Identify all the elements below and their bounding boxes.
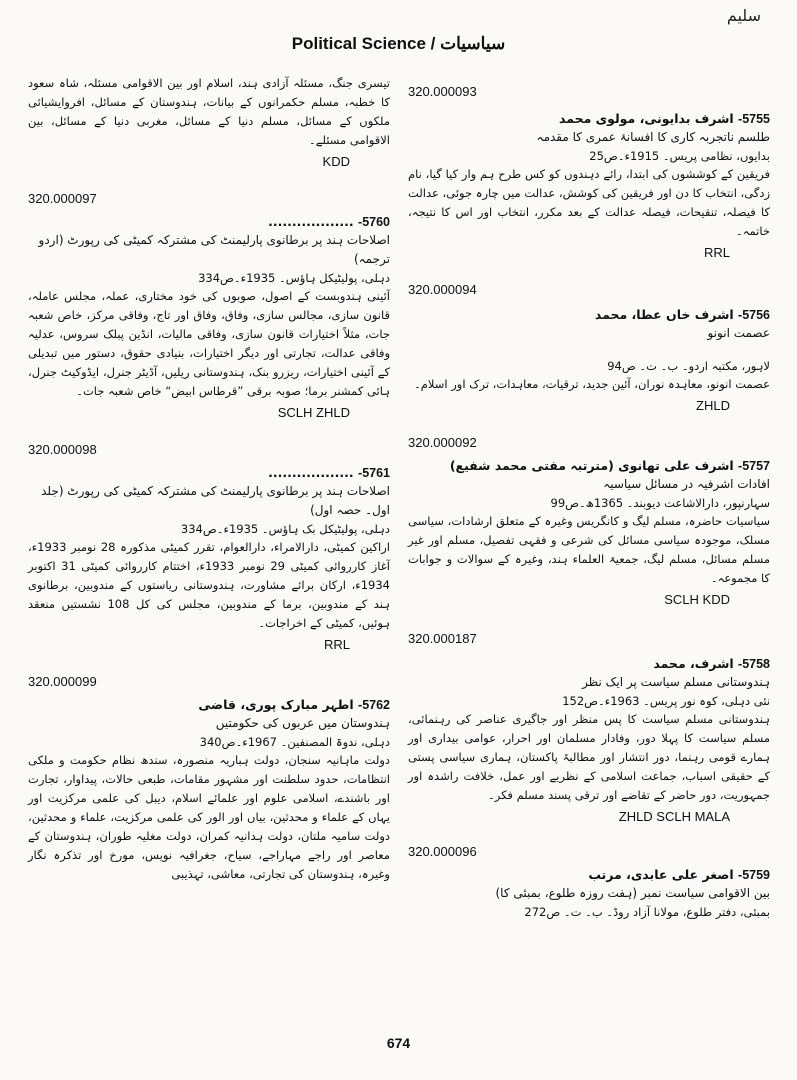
call-number: 320.000094	[408, 282, 477, 297]
entry-library-codes: ZHLD	[696, 398, 730, 413]
entry-number: 5760-	[358, 215, 390, 229]
entry-title: اصلاحات ہند پر برطانوی پارلیمنٹ کی مشترکہ کمیٹی کی رپورٹ (جلد اول۔ حصہ اول)	[41, 484, 390, 517]
entry-description: دولت ماہانیہ سنجان، دولت ہباریہ منصورہ، سندھ نظام حکومت و ملکی انتظامات، حدود سلطنت اور مشہور مقامات، طبعی حالات، پیداوار، تجارت اور باشندے، اسلامی علوم اور علمائے اسلام، دیبل کی علمی مرکزیت اور یہاں کے علماء و محدثین، بیاں اور الور کی علمی مرکزیت، علماء و محدثین، دولت سامیہ ملتان، دولت ہدانیہ کمران، دولت مغلیہ طوران، ہندوستان کے معاصر اور راجے مہاراجے، سیاح، جغرافیہ نویس، مورخ اور تذکرہ نگار وغیرہ، ہندوستان کی تجارتی، معاشی، تہذیبی	[28, 753, 390, 881]
entry-description: تیسری جنگ، مسئلہ آزادی ہند، اسلام اور بین الاقوامی مسئلہ، شاہ سعود کا خطبہ، مسلم حکمرانوں کے بیانات، ہندوستان کے مسائل، افروایشیائی ملکوں کے مسائل، مسلم دنیا کے مسائل، مغربی دنیا کے مسائل، بین الاقوامی مسئلے۔	[28, 76, 390, 147]
entry-description: آئینی ہندوبست کے اصول، صوبوں کی خود مختاری، عملہ، مجلس عاملہ، قانون سازی، مجالس سازی، وفاق، وفاق اور تاج، وفاقی مرکز، خاص شعبہ جات، مثلاً اختیارات قانون سازی، وفاقی مالیات، انڈین پبلک سروس، عدلیہ وفاقی عدالت، تجارتی اور دیگر اختیارات، بنیادی حقوق، دستور میں تبدیلی کے آئینی اختیارات، ریزرو بنک، ہندوستانی ریلیں، آڈیٹر جنرل، ایڈوکیٹ جنرل، ہائی کمشنر برما؛ صوبہ برقی ”قرطاس ابیض“ خاص شعبہ جات۔	[28, 289, 390, 398]
page-number: 674	[386, 1035, 411, 1051]
call-number: 320.000092	[408, 435, 477, 450]
left-column	[28, 74, 390, 884]
entry-heading	[408, 111, 770, 126]
entry-number: 5761-	[358, 466, 390, 480]
call-number: 320.000187	[408, 631, 477, 646]
entry-imprint: بدایوں، نظامی پریس۔ 1915ء۔ص25	[589, 149, 770, 163]
entry-title: عصمت انونو	[707, 326, 770, 340]
entry-description: سیاسیات حاضرہ، مسلم لیگ و کانگریس وغیرہ کے متعلق ارشادات، سیاسی مسلک، موجودہ سیاسی مسائل کی شرعی و فقہی تفصیل، مسلم اور غیر مسلم مسائل، مسلم لیگ، جمعیۃ العلماء ہند، وغیرہ کے سوالات و جوابات کا مجموعہ۔	[408, 514, 770, 585]
entry-5760	[28, 191, 390, 420]
entry-number: 5757-	[738, 459, 770, 473]
entry-imprint: لاہور، مکتبہ اردو۔ ب۔ ت۔ ص94	[607, 359, 770, 373]
entry-5756	[408, 282, 770, 413]
entry-library-codes: SCLH ZHLD	[277, 405, 350, 420]
entry-heading	[28, 697, 390, 712]
entry-title: افادات اشرفیہ در مسائل سیاسیہ	[603, 477, 770, 491]
entry-title: بین الاقوامی سیاست نمبر (ہفت روزہ طلوع، بمبئی کا)	[495, 886, 770, 900]
entry-5757	[408, 435, 770, 607]
entry-library-codes: RRL	[703, 245, 730, 260]
entry-imprint: نئی دہلی، کوہ نور پریس۔ 1963ء۔ص152	[562, 694, 770, 708]
call-number: 320.000097	[28, 191, 97, 206]
entry-number: 5758-	[738, 657, 770, 671]
entry-5761	[28, 442, 390, 652]
entry-library-codes: SCLH KDD	[664, 592, 730, 607]
call-number: 320.000096	[408, 844, 477, 859]
entry-library-codes: ZHLD SCLH MALA	[618, 809, 730, 824]
entry-number: 5755-	[738, 112, 770, 126]
entry-title: اصلاحات ہند پر برطانوی پارلیمنٹ کی مشترکہ کمیٹی کی رپورٹ (اردو ترجمہ)	[38, 233, 390, 266]
entry-number: 5759-	[738, 868, 770, 882]
entry-title: طلسم ناتجربہ کاری کا افسانۂ عمری کا مقدمہ	[536, 130, 770, 144]
entry-description: ہندوستانی مسلم سیاست کا پس منظر اور جاگیری عناصر کی رہنمائی، مسلم سیاست کا پہلا دور، وفادار مسلمان اور احرار، عوامی بیداری اور ہمارے قومی رہنما، دور انتشار اور مطالبۂ پاکستان، ہماری سیاسی پستی کے حقیقی اسباب، جماعت اسلامی کے نظریے اور عمل، خلافت راشدہ اور جمہوریت، دور حاضر کے تقاضے اور ترقی پسند مسلم فکر۔	[408, 712, 770, 802]
entry-library-codes: KDD	[322, 154, 350, 169]
call-number: 320.000099	[28, 674, 97, 689]
entry-author: اشرف، محمد	[653, 656, 734, 671]
entry-5759	[408, 844, 770, 921]
corner-mark: سلیم	[726, 6, 761, 25]
entry-heading	[408, 458, 770, 473]
entry-heading	[408, 307, 770, 322]
entry-imprint: سہارنپور، دارالاشاعت دیوبند۔ 1365ھ۔ص99	[550, 496, 770, 510]
entry-author: اصغر علی عابدی، مرتب	[588, 867, 734, 882]
entry-imprint: بمبئی، دفتر طلوع، مولانا آزاد روڈ۔ ب۔ ت۔ ص272	[524, 905, 770, 919]
entry-description: عصمت انونو، معاہدہ نوران، آئین جدید، ترقیات، معاہدات، ترک اور اسلام۔	[414, 377, 770, 391]
entry-title: ہندوستان میں عربوں کی حکومتیں	[215, 716, 390, 730]
entry-dots: ..................	[268, 465, 354, 480]
entry-description: فریقین کے کوششوں کی ابتدا، رائے دہندوں کو کس طرح ہم وار کیا گیا، نام زدگی، انتخاب کا دن اور فریقین کی کوشش، عدالت میں چارہ جوئی، عدالت کا فیصلہ، تنقیحات، فیصلہ عدالت کے بعد مکرر، انتخاب اور اس کا نتیجہ، خاتمہ۔	[408, 167, 770, 238]
entry-heading	[408, 867, 770, 882]
call-number: 320.000098	[28, 442, 97, 457]
call-number: 320.000093	[408, 84, 477, 99]
entry-author: اشرف بدایونی، مولوی محمد	[558, 111, 734, 126]
entry-author: اشرف علی تھانوی (مترتبہ مفتی محمد شفیع)	[449, 458, 734, 473]
entry-5758	[408, 631, 770, 824]
entry-continued	[28, 74, 390, 169]
entry-author: اطہر مبارک پوری، قاضی	[198, 697, 354, 712]
entry-imprint: دہلی، پولیٹیکل ہاؤس۔ 1935ء۔ص334	[198, 271, 390, 285]
entry-number: 5762-	[358, 698, 390, 712]
entry-heading	[28, 465, 390, 480]
entry-author: اشرف خاں عطا، محمد	[594, 307, 734, 322]
entry-heading	[28, 214, 390, 229]
entry-library-codes: RRL	[323, 637, 350, 652]
entry-5762	[28, 674, 390, 884]
entry-number: 5756-	[738, 308, 770, 322]
entry-title: ہندوستانی مسلم سیاست پر ایک نظر	[582, 675, 770, 689]
entry-description: اراکین کمیٹی، دارالامراء، دارالعوام، تقرر کمیٹی مذکورہ 28 نومبر 1933ء، آغاز کارروائی کمیٹی 29 نومبر 1933ء، اختتام کارروائی کمیٹی 31 اکتوبر 1934ء، ارکان برائے مشاورت، ہندوستانی ریاستوں کے مندوبین، برطانوی ہند کے مندوبین، برما کے مندوبین، مجلس کی کل 108 نشستیں منعقد ہوئیں، کمیٹی کے اخراجات۔	[28, 540, 390, 630]
right-column	[408, 74, 770, 921]
page-title: Political Science / سیاسیات	[291, 34, 506, 53]
entry-imprint: دہلی، پولیٹیکل بک ہاؤس۔ 1935ء۔ص334	[180, 522, 390, 536]
entry-imprint: دہلی، ندوۃ المصنفین۔ 1967ء۔ص340	[199, 735, 390, 749]
entry-5755	[408, 84, 770, 260]
entry-dots: ..................	[268, 214, 354, 229]
entry-heading	[408, 656, 770, 671]
